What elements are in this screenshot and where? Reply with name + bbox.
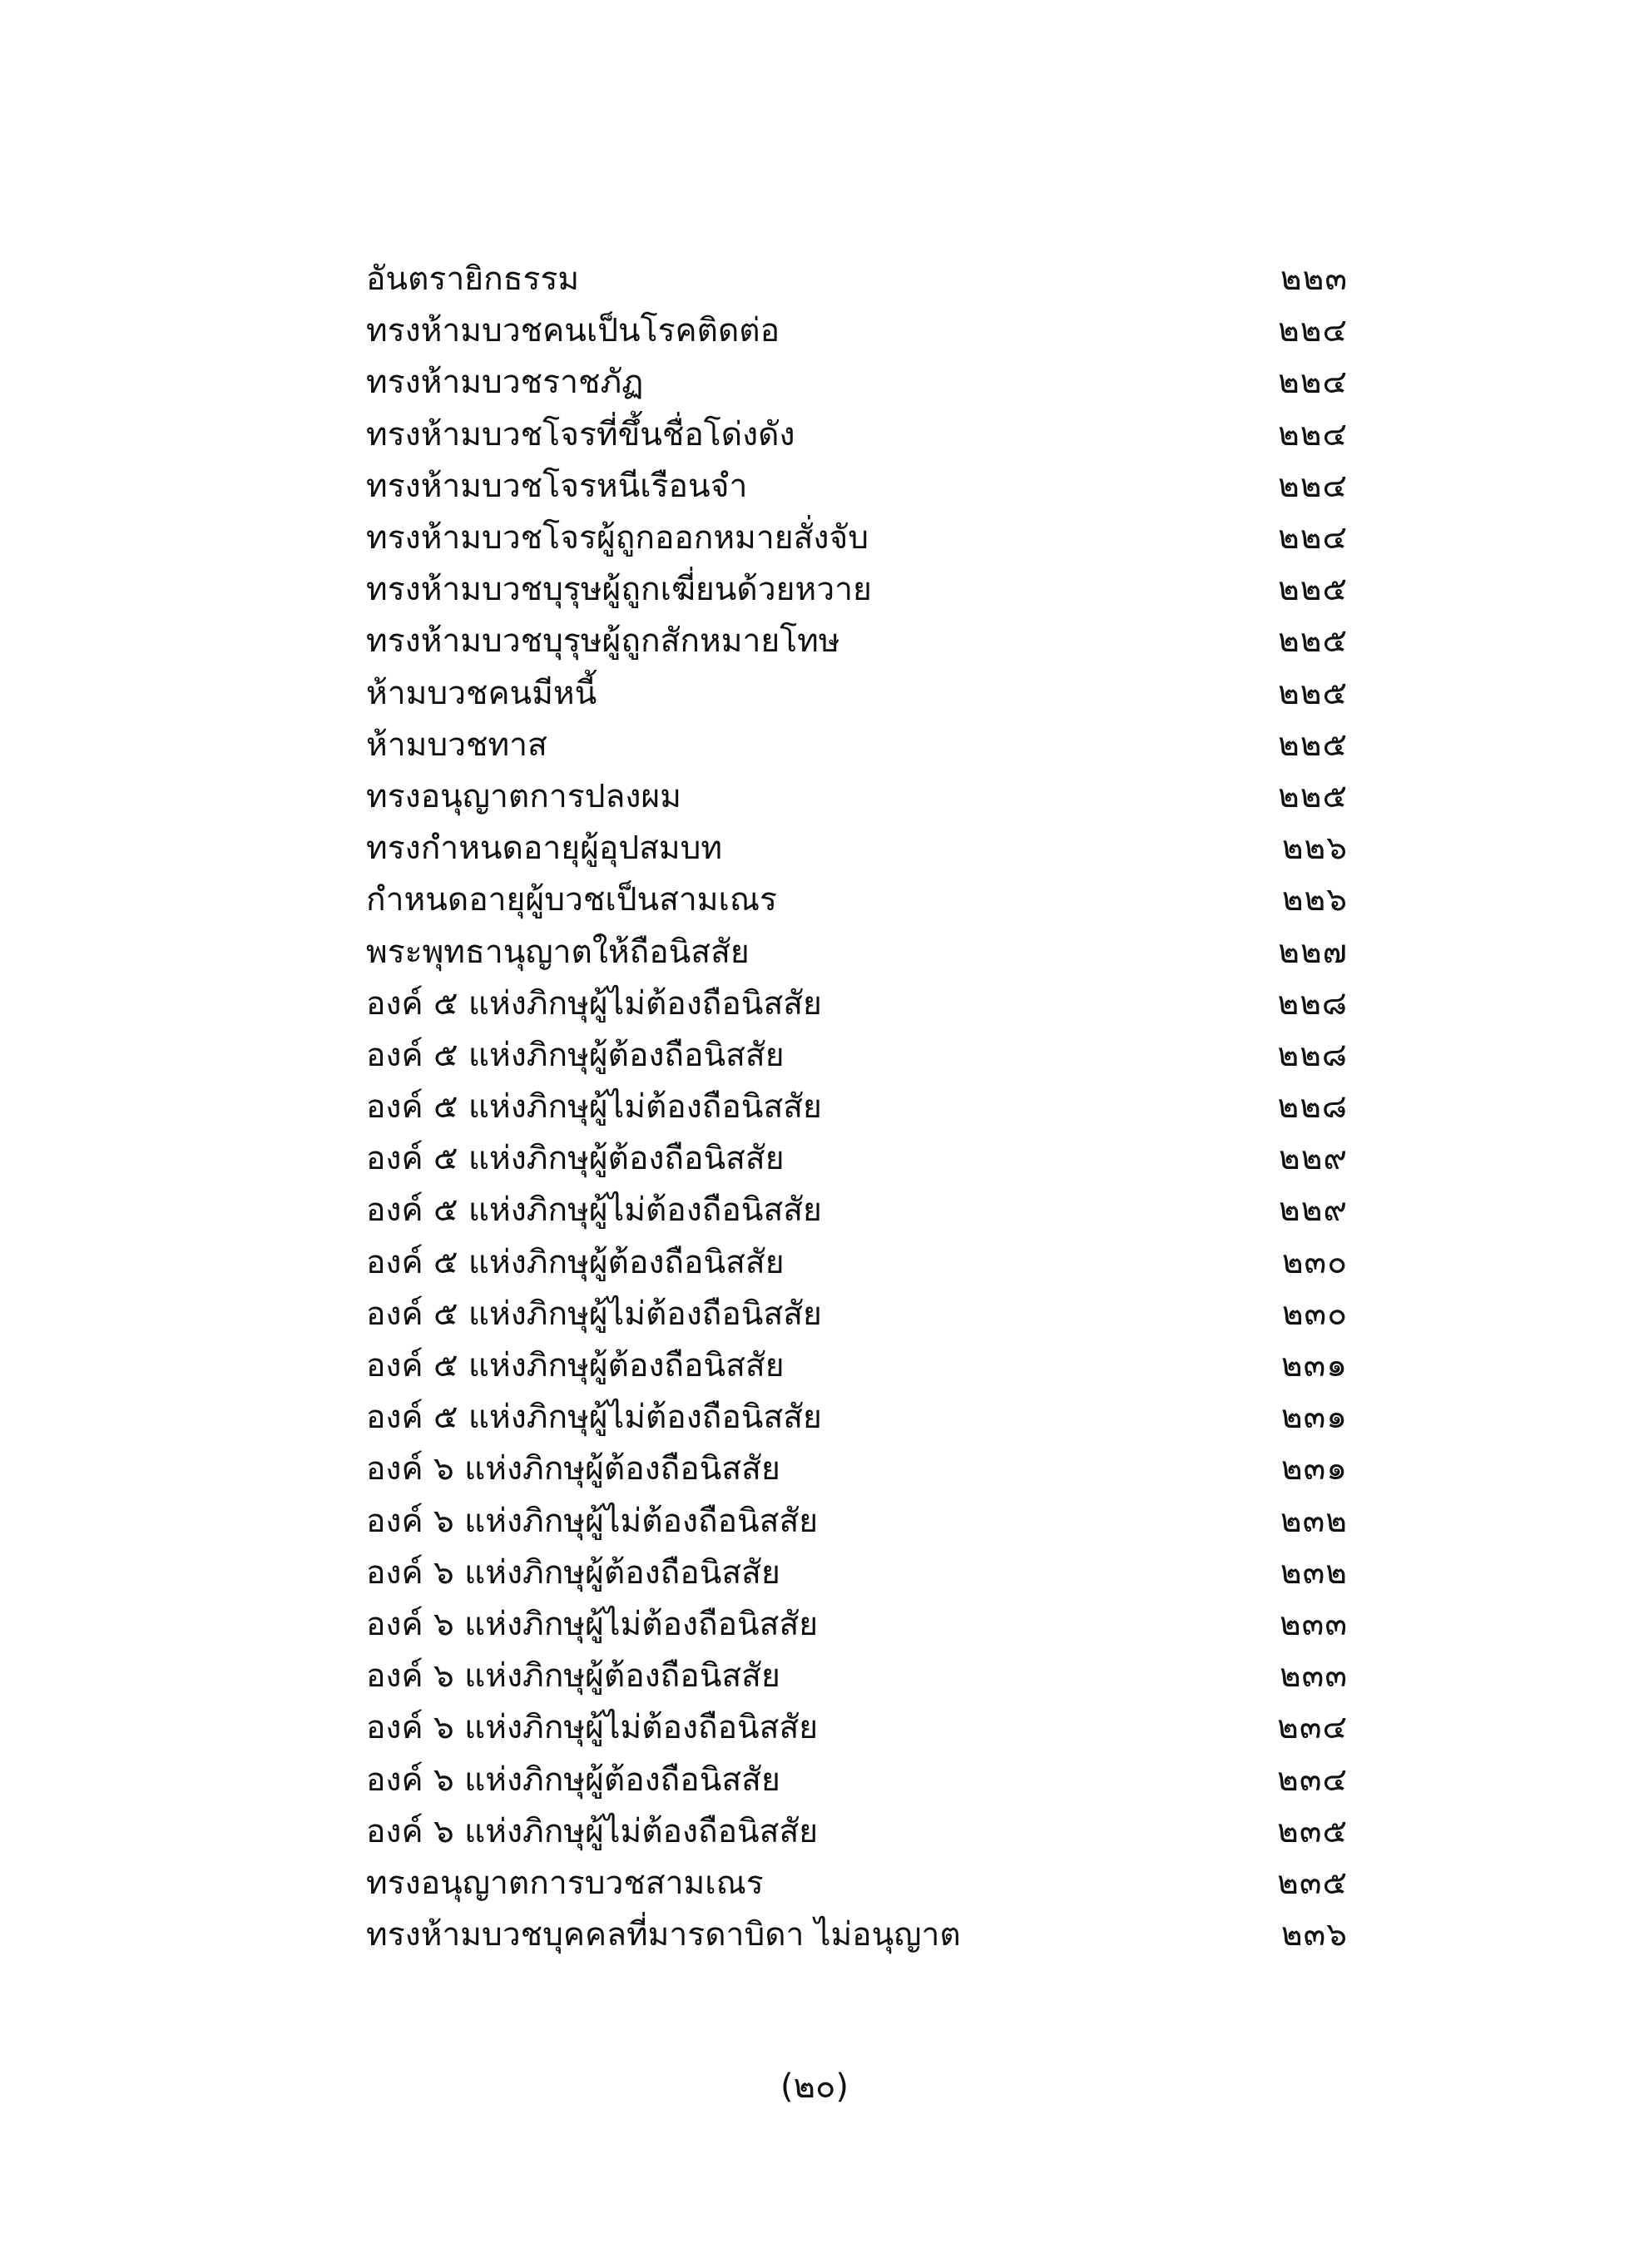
- toc-entry-page: ๒๓๓: [1279, 1657, 1348, 1696]
- toc-entry-page: ๒๓๖: [1280, 1916, 1348, 1954]
- toc-entry: [366, 409, 1348, 461]
- toc-entry-page: ๒๓๓: [1279, 1605, 1348, 1643]
- toc-entry-page: ๒๒๕: [1278, 777, 1348, 815]
- toc-entry-title: กำหนดอายุผู้บวชเป็นสามเณร: [366, 881, 777, 919]
- toc-entry: [366, 874, 1348, 926]
- toc-entry: [366, 616, 1348, 667]
- toc-entry: [366, 1651, 1348, 1702]
- toc-entry-title: องค์ ๕ แห่งภิกษุผู้ต้องถือนิสสัย: [366, 1140, 785, 1178]
- toc-entry-title: องค์ ๕ แห่งภิกษุผู้ไม่ต้องถือนิสสัย: [366, 1399, 822, 1437]
- toc-entry-title: องค์ ๖ แห่งภิกษุผู้ต้องถือนิสสัย: [366, 1553, 780, 1592]
- toc-entry: [366, 1133, 1348, 1185]
- toc-entry: [366, 1547, 1348, 1599]
- toc-entry-page: ๒๒๘: [1277, 1036, 1348, 1074]
- toc-entry: [366, 1702, 1348, 1754]
- toc-entry-page: ๒๓๔: [1277, 1709, 1348, 1747]
- toc-entry: [366, 668, 1348, 720]
- toc-entry-title: ทรงห้ามบวชคนเป็นโรคติดต่อ: [366, 312, 780, 350]
- toc-entry: [366, 823, 1348, 874]
- toc-entry: [366, 1030, 1348, 1082]
- toc-entry: [366, 771, 1348, 823]
- toc-entry: [366, 1340, 1348, 1392]
- toc-entry-page: ๒๓๑: [1280, 1399, 1348, 1437]
- toc-entry-title: ทรงห้ามบวชโจรหนีเรือนจำ: [366, 467, 748, 505]
- toc-entry: [366, 254, 1348, 305]
- toc-entry: [366, 564, 1348, 616]
- toc-entry-title: พระพุทธานุญาตให้ถือนิสสัย: [366, 933, 750, 971]
- toc-entry: [366, 720, 1348, 771]
- toc-entry-page: ๒๒๕: [1278, 674, 1348, 712]
- toc-entry: [366, 1496, 1348, 1547]
- toc-entry: [366, 1237, 1348, 1289]
- toc-entry-page: ๒๒๔: [1278, 415, 1348, 453]
- toc-entry-title: ทรงห้ามบวชโจรที่ขึ้นชื่อโด่งดัง: [366, 415, 795, 453]
- toc-entry-page: ๒๒๓: [1280, 260, 1348, 299]
- toc-entry-page: ๒๓๕: [1277, 1864, 1348, 1902]
- toc-entry-page: ๒๓๐: [1281, 1243, 1348, 1281]
- toc-entry: [366, 1082, 1348, 1133]
- toc-entry: [366, 926, 1348, 978]
- toc-entry: [366, 1185, 1348, 1236]
- toc-entry-page: ๒๒๔: [1278, 364, 1348, 402]
- toc-entry-page: ๒๒๗: [1278, 933, 1348, 971]
- toc-entry: [366, 461, 1348, 513]
- toc-entry-page: ๒๒๕: [1278, 725, 1348, 764]
- toc-entry-page: ๒๓๑: [1280, 1450, 1348, 1488]
- toc-entry: [366, 305, 1348, 357]
- toc-entry-title: ทรงอนุญาตการปลงผม: [366, 777, 681, 815]
- toc-entry: [366, 1599, 1348, 1651]
- toc-entry-title: ทรงห้ามบวชบุคคลที่มารดาบิดา ไม่อนุญาต: [366, 1916, 961, 1954]
- toc-entry-page: ๒๒๔: [1278, 467, 1348, 505]
- table-of-contents: [366, 254, 1348, 1961]
- toc-entry-title: องค์ ๕ แห่งภิกษุผู้ต้องถือนิสสัย: [366, 1347, 785, 1385]
- toc-entry: [366, 978, 1348, 1030]
- toc-entry-page: ๒๒๕: [1278, 622, 1348, 661]
- toc-entry-title: องค์ ๕ แห่งภิกษุผู้ต้องถือนิสสัย: [366, 1036, 785, 1074]
- toc-entry-page: ๒๓๒: [1280, 1553, 1348, 1592]
- toc-entry-title: องค์ ๕ แห่งภิกษุผู้ต้องถือนิสสัย: [366, 1243, 785, 1281]
- toc-entry-page: ๒๓๒: [1280, 1502, 1348, 1540]
- toc-entry: [366, 1289, 1348, 1340]
- toc-entry-page: ๒๒๙: [1279, 1140, 1348, 1178]
- toc-entry: [366, 1754, 1348, 1805]
- toc-entry: [366, 1858, 1348, 1909]
- toc-entry-page: ๒๓๐: [1281, 1295, 1348, 1333]
- toc-entry-page: ๒๓๑: [1280, 1347, 1348, 1385]
- toc-entry-page: ๒๒๔: [1278, 519, 1348, 557]
- toc-entry: [366, 1806, 1348, 1858]
- toc-entry-title: องค์ ๖ แห่งภิกษุผู้ไม่ต้องถือนิสสัย: [366, 1812, 819, 1850]
- toc-entry: [366, 513, 1348, 564]
- toc-entry: [366, 357, 1348, 409]
- toc-entry-title: องค์ ๖ แห่งภิกษุผู้ต้องถือนิสสัย: [366, 1657, 780, 1696]
- toc-entry-title: ทรงกำหนดอายุผู้อุปสมบท: [366, 829, 723, 868]
- toc-entry-title: ทรงห้ามบวชโจรผู้ถูกออกหมายสั่งจับ: [366, 519, 869, 557]
- toc-entry-title: ทรงห้ามบวชบุรุษผู้ถูกสักหมายโทษ: [366, 622, 840, 661]
- toc-entry-title: ทรงอนุญาตการบวชสามเณร: [366, 1864, 764, 1902]
- toc-entry-page: ๒๒๙: [1279, 1191, 1348, 1230]
- toc-entry-page: ๒๒๘: [1277, 1088, 1348, 1127]
- toc-entry: [366, 1392, 1348, 1443]
- toc-entry-page: ๒๒๔: [1278, 312, 1348, 350]
- page-number: (๒๐): [780, 2067, 849, 2106]
- toc-entry-page: ๒๒๖: [1281, 829, 1348, 868]
- toc-entry-title: องค์ ๖ แห่งภิกษุผู้ต้องถือนิสสัย: [366, 1450, 780, 1488]
- toc-entry-title: องค์ ๕ แห่งภิกษุผู้ไม่ต้องถือนิสสัย: [366, 1295, 822, 1333]
- toc-entry-title: องค์ ๖ แห่งภิกษุผู้ไม่ต้องถือนิสสัย: [366, 1502, 819, 1540]
- toc-entry-page: ๒๓๕: [1277, 1812, 1348, 1850]
- toc-entry-page: ๒๒๕: [1278, 571, 1348, 609]
- toc-entry-title: ทรงห้ามบวชบุรุษผู้ถูกเฆี่ยนด้วยหวาย: [366, 571, 872, 609]
- toc-entry-title: องค์ ๕ แห่งภิกษุผู้ไม่ต้องถือนิสสัย: [366, 1191, 822, 1230]
- toc-entry-title: องค์ ๖ แห่งภิกษุผู้ต้องถือนิสสัย: [366, 1760, 780, 1799]
- toc-entry-title: ห้ามบวชคนมีหนี้: [366, 674, 597, 712]
- toc-entry-title: องค์ ๕ แห่งภิกษุผู้ไม่ต้องถือนิสสัย: [366, 984, 822, 1023]
- toc-entry-page: ๒๓๔: [1277, 1760, 1348, 1799]
- toc-entry-title: องค์ ๖ แห่งภิกษุผู้ไม่ต้องถือนิสสัย: [366, 1605, 819, 1643]
- toc-entry-page: ๒๒๖: [1281, 881, 1348, 919]
- toc-entry-page: ๒๒๘: [1277, 984, 1348, 1023]
- toc-entry-title: ทรงห้ามบวชราชภัฏ: [366, 364, 644, 402]
- toc-entry-title: ห้ามบวชทาส: [366, 725, 547, 764]
- toc-entry: [366, 1909, 1348, 1961]
- toc-entry: [366, 1443, 1348, 1495]
- toc-entry-title: องค์ ๖ แห่งภิกษุผู้ไม่ต้องถือนิสสัย: [366, 1709, 819, 1747]
- toc-entry-title: องค์ ๕ แห่งภิกษุผู้ไม่ต้องถือนิสสัย: [366, 1088, 822, 1127]
- toc-entry-title: อันตรายิกธรรม: [366, 260, 580, 299]
